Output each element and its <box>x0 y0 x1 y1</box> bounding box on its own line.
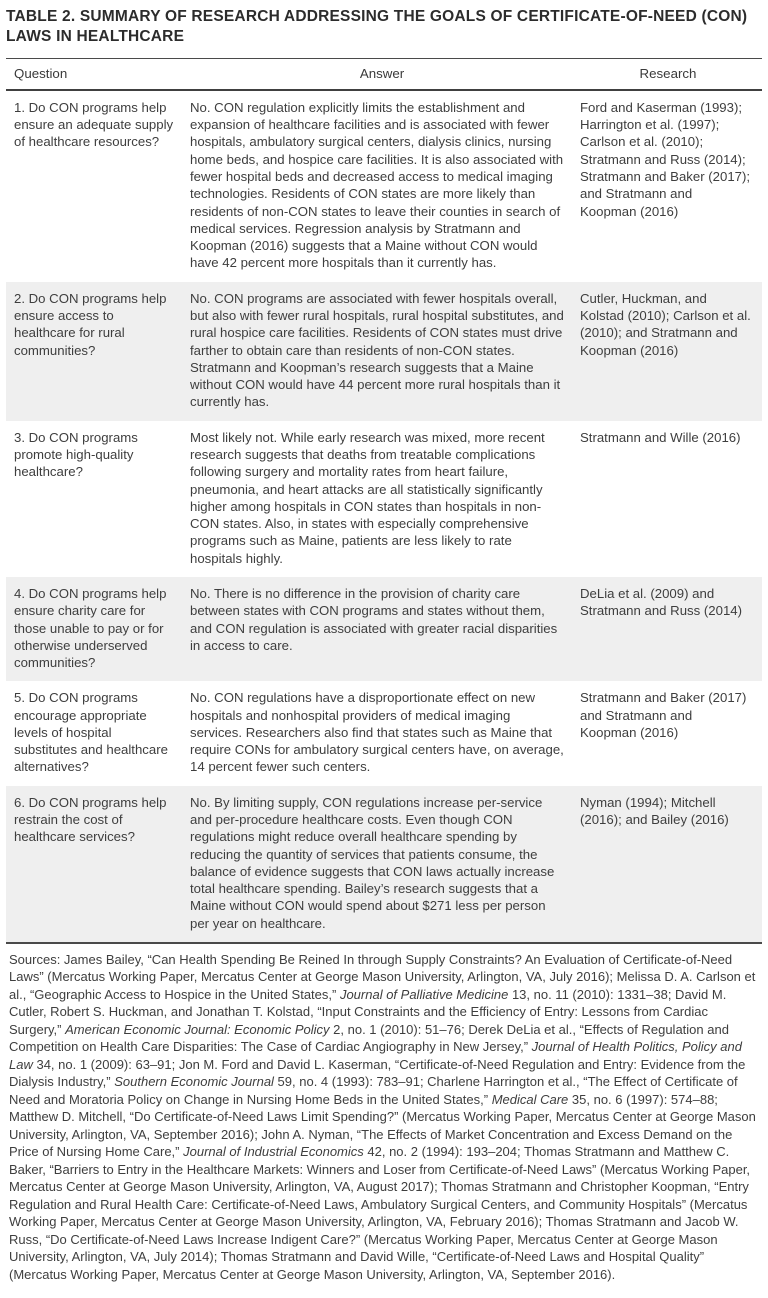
answer-cell: No. There is no difference in the provision of charity care between states with CON programs and states without them, and CON regulation is associated with greater racial disparities in access to care. <box>190 585 558 653</box>
table-row-1 <box>6 91 762 282</box>
table-row-4 <box>6 577 762 681</box>
research-cell: DeLia et al. (2009) and Stratmann and Russ (2014) <box>580 585 742 619</box>
question-cell: 2. Do CON programs help ensure access to healthcare for rural communities? <box>14 290 167 358</box>
question-cell: 1. Do CON programs help ensure an adequate supply of healthcare resources? <box>14 99 174 150</box>
research-cell: Stratmann and Wille (2016) <box>580 429 741 445</box>
column-header-answer: Answer <box>359 65 405 81</box>
table-row-3 <box>6 421 762 577</box>
answer-cell: No. CON regulations have a disproportionate effect on new hospitals and nonhospital providers of medical imaging services. Researchers also find that states such as Maine that require CONs for ambulatory surgical centers have, on average, 14 percent fewer such centers. <box>190 690 564 775</box>
sources-note: Sources: James Bailey, “Can Health Spending Be Reined In through Supply Constraints? An Evaluation of Certificate-of-Need Laws” (Mercatus Working Paper, Mercatus Center at George Mason University, Arlington, VA, July 2016); Melissa D. A. Carlson et al., “Geographic Access to Hospice in the United States,” Journal of Palliative Medicine 13, no. 11 (2010): 1331–38; David M. Cutler, Robert S. Huckman, and Jonathan T. Kolstad, “Input Constraints and the Efficiency of Entry: Lessons from Cardiac Surgery,” American Economic Journal: Economic Policy 2, no. 1 (2010): 51–76; Derek DeLia et al., “Effects of Regulation and Competition on Health Care Disparities: The Case of Cardiac Angiography in New Jersey,” Journal of Health Politics, Policy and Law 34, no. 1 (2009): 63–91; Jon M. Ford and David L. Kaserman, “Certificate-of-Need Regulation and Entry: Evidence from the Dialysis Industry,” Southern Economic Journal 59, no. 4 (1993): 783–91; Charlene Harrington et al., “The Effect of Certificate of Need and Moratoria Policy on Change in Nursing Home Beds in the United States,” Medical Care 35, no. 6 (1997): 574–88; Matthew D. Mitchell, “Do Certificate-of-Need Laws Limit Spending?” (Mercatus Working Paper, Mercatus Center at George Mason University, Arlington, VA, September 2016); John A. Nyman, “The Effects of Market Concentration and Excess Demand on the Price of Nursing Home Care,” Journal of Industrial Economics 42, no. 2 (1994): 193–204; Thomas Stratmann and Matthew C. Baker, “Barriers to Entry in the Healthcare Markets: Winners and Loser from Certificate-of-Need Laws” (Mercatus Working Paper, Mercatus Center at George Mason University, Arlington, VA, August 2017); Thomas Stratmann and Christopher Koopman, “Entry Regulation and Rural Health Care: Certificate-of-Need Laws, Ambulatory Surgical Centers, and Community Hospitals” (Mercatus Working Paper, Mercatus Center at George Mason University, Arlington, VA, February 2016); Thomas Stratmann and Jacob W. Russ, “Do Certificate-of-Need Laws Increase Indigent Care?” (Mercatus Working Paper, Mercatus Center at George Mason University, Arlington, VA, July 2014); Thomas Stratmann and David Wille, “Certificate-of-Need Laws and Hospital Quality” (Mercatus Working Paper, Mercatus Center at George Mason University, Arlington, VA, September 2016). <box>9 952 756 1282</box>
table-title: TABLE 2. SUMMARY OF RESEARCH ADDRESSING THE GOALS OF CERTIFICATE-OF-NEED (CON) LAWS IN HEALTHCARE <box>6 8 748 46</box>
research-cell: Ford and Kaserman (1993); Harrington et al. (1997); Carlson et al. (2010); Stratmann and Russ (2014); Stratmann and Baker (2017); and Stratmann and Koopman (2016) <box>580 99 751 219</box>
answer-cell: No. CON regulation explicitly limits the establishment and expansion of healthcare facilities and is associated with fewer hospitals, ambulatory surgical centers, dialysis clinics, nursing home beds, and hospice care facilities. It is also associated with fewer hospital beds and decreased access to medical imaging technologies. Residents of CON states are more likely than residents of non-CON states to leave their counties in search of medical services. Regression analysis by Stratmann and Koopman (2016) suggests that a Maine without CON would have 42 percent more hospitals than it currently has. <box>190 99 564 271</box>
research-cell: Cutler, Huckman, and Kolstad (2010); Carlson et al. (2010); and Stratmann and Koopman (2016) <box>580 290 751 358</box>
question-cell: 6. Do CON programs help restrain the cost of healthcare services? <box>14 794 167 845</box>
column-header-research: Research <box>639 65 697 81</box>
research-cell: Nyman (1994); Mitchell (2016); and Bailey (2016) <box>580 794 729 828</box>
table-row-2 <box>6 282 762 421</box>
table-header-row <box>6 58 762 91</box>
answer-cell: No. By limiting supply, CON regulations increase per-service and per-procedure healthcare costs. Even though CON regulations might reduce overall healthcare spending by reducing the quantity of services that patients consume, the balance of evidence suggests that CON laws actually increase total healthcare spending. Bailey’s research suggests that a Maine without CON would spend about $271 less per person per year on healthcare. <box>190 794 555 931</box>
answer-cell: Most likely not. While early research was mixed, more recent research suggests that deaths from treatable complications following surgery and mortality rates from heart failure, pneumonia, and heart attacks are all statistically significantly higher among hospitals in CON states than hospitals in non-CON states. Also, in states with especially comprehensive programs such as Maine, patients are less likely to rate hospitals highly. <box>190 429 545 566</box>
answer-cell: No. CON programs are associated with fewer hospitals overall, but also with fewer rural hospitals, rural hospital substitutes, and rural hospice care facilities. Residents of CON states must drive farther to obtain care than residents of non-CON states. Stratmann and Koopman’s research suggests that a Maine without CON would have 44 percent more rural hospitals than it currently has. <box>190 290 564 410</box>
question-cell: 5. Do CON programs encourage appropriate levels of hospital substitutes and healthcare alternatives? <box>14 690 168 775</box>
table-row-6 <box>6 786 762 942</box>
summary-table <box>6 58 762 944</box>
question-cell: 4. Do CON programs help ensure charity care for those unable to pay or for otherwise underserved communities? <box>14 585 167 671</box>
research-cell: Stratmann and Baker (2017) and Stratmann and Koopman (2016) <box>580 690 747 740</box>
table-row-5 <box>6 681 762 785</box>
question-cell: 3. Do CON programs promote high-quality healthcare? <box>14 429 138 480</box>
column-header-question: Question <box>14 65 68 81</box>
